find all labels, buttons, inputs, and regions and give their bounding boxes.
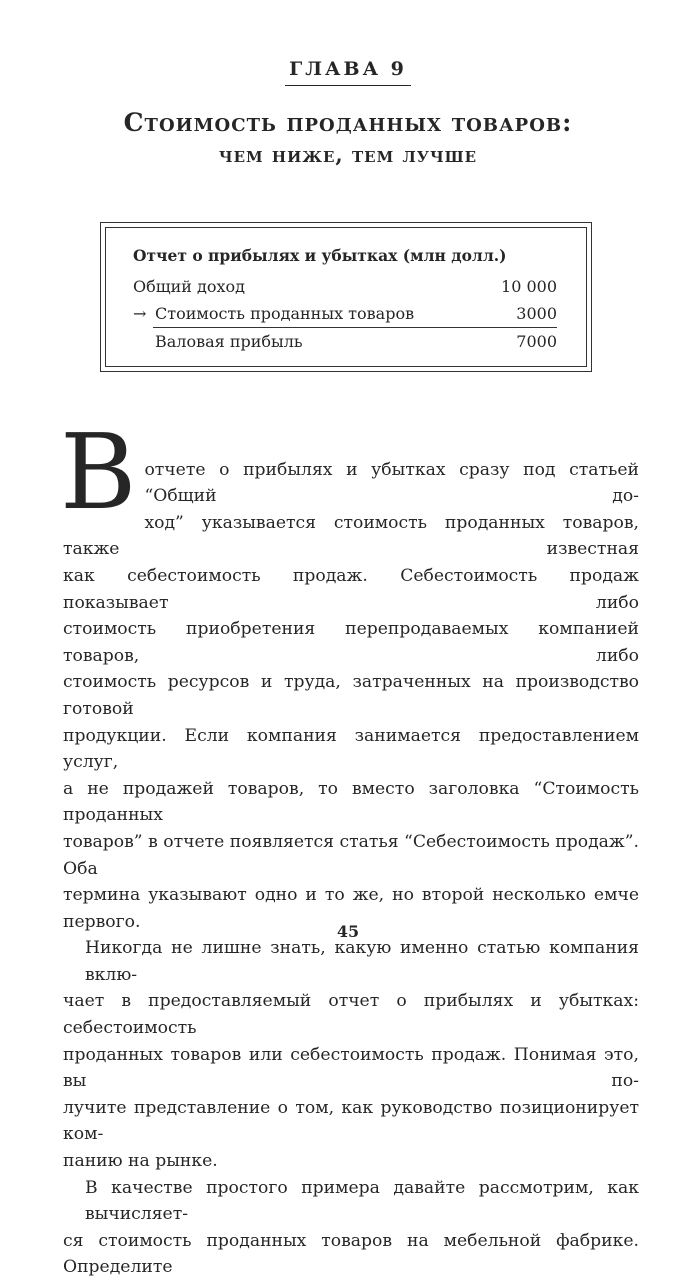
income-statement-box (100, 222, 592, 372)
income-statement-heading: Отчет о прибылях и убытках (млн долл.) (133, 246, 507, 265)
text-line: термина указывают одно и то же, но второй несколько емче первого. (63, 885, 639, 932)
statement-row-label: Стоимость проданных товаров (155, 304, 415, 323)
text-line: продукции. Если компания занимается предоставлением услуг, (63, 725, 639, 773)
paragraph-1 (60, 411, 639, 935)
statement-row-value: 10 000 (501, 277, 557, 296)
income-statement-table (133, 243, 557, 355)
text-line: Никогда не лишне знать, какую именно статью компания вклю- (85, 938, 639, 985)
text-line: стоимость приобретения перепродаваемых компанией товаров, либо (63, 619, 639, 666)
text-line: стоимость ресурсов и труда, затраченных на производство готовой (63, 672, 639, 719)
text-line: ход” указывается стоимость проданных товаров, также известная (63, 512, 639, 560)
chapter-title-line-2: чем ниже, тем лучше (218, 142, 478, 167)
statement-row-label: Валовая прибыль (155, 332, 303, 351)
text-line: проданных товаров или себестоимость продаж. Понимая это, вы по- (63, 1044, 639, 1092)
drop-cap-spacer (63, 430, 639, 457)
statement-row-value: 7000 (516, 332, 557, 351)
text-line: чает в предоставляемый отчет о прибылях и убытках: себестоимость (63, 991, 639, 1039)
statement-row-cogs (133, 300, 557, 327)
text-line: В качестве простого примера давайте рассмотрим, как вычисляет- (85, 1177, 639, 1225)
text-line: товаров” в отчете появляется статья “Себестоимость продаж”. Оба (63, 831, 639, 879)
text-line: ся стоимость проданных товаров на мебельной фабрике. Определите (63, 1230, 639, 1278)
text-line: панию на рынке. (63, 1151, 218, 1172)
paragraph-2 (63, 935, 639, 1174)
text-line: как себестоимость продаж. Себестоимость продаж показывает либо (63, 565, 639, 613)
body-text (60, 411, 639, 1281)
paragraph-3 (63, 1175, 639, 1281)
statement-row-label: Общий доход (133, 277, 246, 296)
chapter-title-line-1: Стоимость проданных товаров: (123, 108, 573, 137)
chapter-heading (0, 58, 696, 86)
text-line: лучите представление о том, как руководство позиционирует ком- (63, 1097, 639, 1145)
statement-row-value: 3000 (516, 304, 557, 323)
arrow-right-icon: → (133, 304, 147, 323)
chapter-title (0, 106, 696, 170)
statement-row-total-revenue (133, 273, 557, 300)
page-number: 45 (336, 922, 360, 941)
text-line: отчете о прибылях и убытках сразу под статьей “Общий до- (144, 459, 639, 507)
statement-row-gross-profit (133, 328, 557, 355)
text-line: а не продажей товаров, то вместо заголовка “Стоимость проданных (63, 778, 639, 826)
drop-cap: В (60, 411, 137, 533)
chapter-label: ГЛАВА 9 (285, 58, 411, 86)
